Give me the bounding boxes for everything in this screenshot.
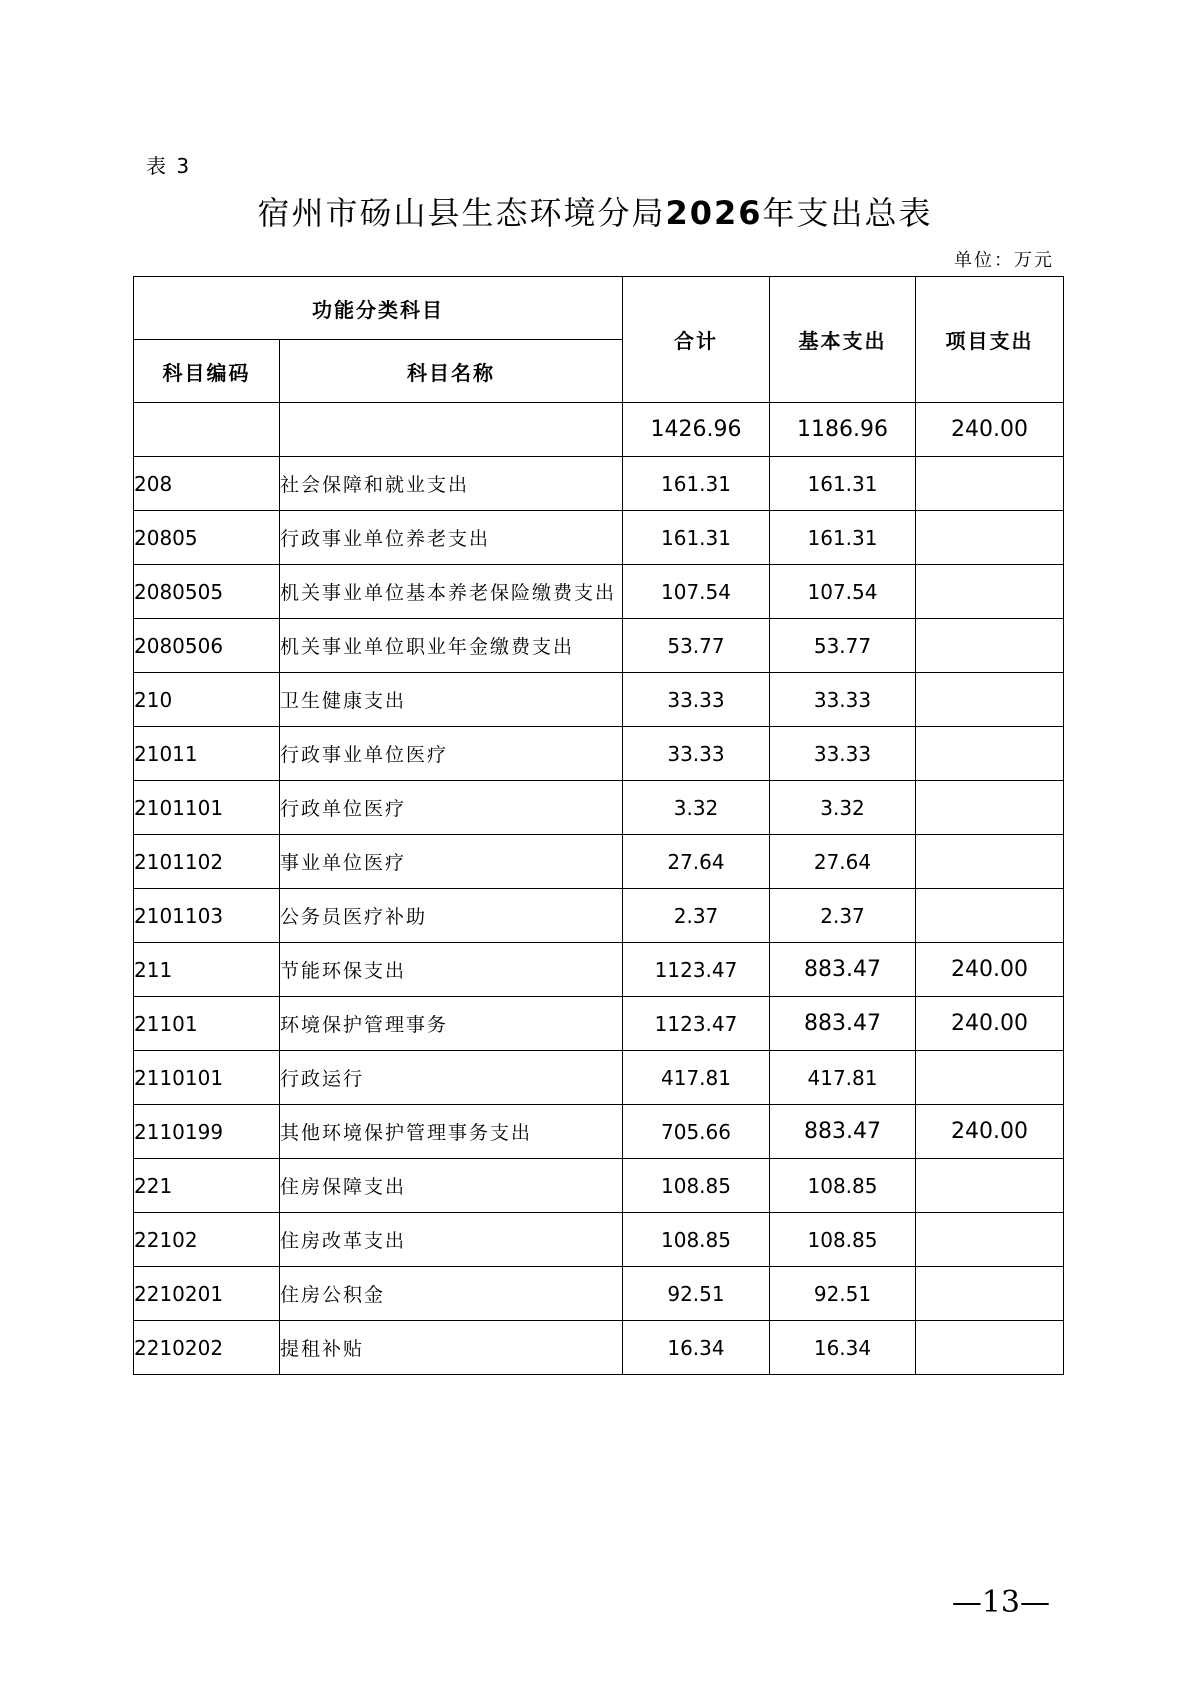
row-code: 21011: [134, 727, 280, 781]
row-basic: 161.31: [770, 457, 916, 511]
row-name: 住房保障支出: [280, 1159, 623, 1213]
total-row-total: 1426.96: [623, 403, 770, 457]
table-row: [134, 1159, 1064, 1213]
expenditure-table: [133, 276, 1064, 1375]
row-basic: 92.51: [770, 1267, 916, 1321]
row-name: 住房改革支出: [280, 1213, 623, 1267]
title-prefix: 宿州市砀山县生态环境分局: [257, 194, 666, 232]
total-row-name: [280, 403, 623, 457]
row-name: 社会保障和就业支出: [280, 457, 623, 511]
title-suffix: 年支出总表: [762, 194, 933, 232]
row-total: 161.31: [623, 511, 770, 565]
row-project: [916, 565, 1064, 619]
table-row: [134, 1105, 1064, 1159]
table-row: [134, 1213, 1064, 1267]
row-code: 22102: [134, 1213, 280, 1267]
row-code: 2110199: [134, 1105, 280, 1159]
row-project: 240.00: [916, 997, 1064, 1051]
table-label: 表 3: [146, 154, 192, 178]
row-code: 2101101: [134, 781, 280, 835]
row-basic: 417.81: [770, 1051, 916, 1105]
row-code: 21101: [134, 997, 280, 1051]
row-project: [916, 1159, 1064, 1213]
row-total: 53.77: [623, 619, 770, 673]
row-project: [916, 781, 1064, 835]
row-name: 环境保护管理事务: [280, 997, 623, 1051]
row-code: 2080506: [134, 619, 280, 673]
table-row: [134, 781, 1064, 835]
title-year: 2026: [665, 194, 763, 232]
row-project: [916, 889, 1064, 943]
row-code: 221: [134, 1159, 280, 1213]
row-code: 2210202: [134, 1321, 280, 1375]
row-total: 92.51: [623, 1267, 770, 1321]
row-project: 240.00: [916, 943, 1064, 997]
table-row: [134, 943, 1064, 997]
row-project: [916, 727, 1064, 781]
header-row-1: [134, 277, 1064, 340]
row-name: 机关事业单位职业年金缴费支出: [280, 619, 623, 673]
row-code: 2101102: [134, 835, 280, 889]
row-basic: 161.31: [770, 511, 916, 565]
row-code: 2110101: [134, 1051, 280, 1105]
row-basic: 33.33: [770, 727, 916, 781]
row-name: 行政事业单位医疗: [280, 727, 623, 781]
total-row-basic: 1186.96: [770, 403, 916, 457]
row-total: 33.33: [623, 673, 770, 727]
row-project: 240.00: [916, 1105, 1064, 1159]
row-basic: 53.77: [770, 619, 916, 673]
row-basic: 2.37: [770, 889, 916, 943]
table-row: [134, 889, 1064, 943]
table-row: [134, 997, 1064, 1051]
row-code: 2210201: [134, 1267, 280, 1321]
total-row: [134, 403, 1064, 457]
row-name: 其他环境保护管理事务支出: [280, 1105, 623, 1159]
row-total: 2.37: [623, 889, 770, 943]
row-name: 卫生健康支出: [280, 673, 623, 727]
row-total: 3.32: [623, 781, 770, 835]
row-total: 108.85: [623, 1159, 770, 1213]
row-code: 2080505: [134, 565, 280, 619]
table-row: [134, 1051, 1064, 1105]
row-name: 行政事业单位养老支出: [280, 511, 623, 565]
row-basic: 107.54: [770, 565, 916, 619]
total-row-project: 240.00: [916, 403, 1064, 457]
row-project: [916, 1213, 1064, 1267]
row-code: 20805: [134, 511, 280, 565]
row-name: 机关事业单位基本养老保险缴费支出: [280, 565, 623, 619]
row-code: 211: [134, 943, 280, 997]
row-code: 208: [134, 457, 280, 511]
header-subject-code: 科目编码: [134, 340, 280, 403]
header-functional-classification: 功能分类科目: [134, 277, 623, 340]
row-total: 705.66: [623, 1105, 770, 1159]
total-row-code: [134, 403, 280, 457]
row-name: 公务员医疗补助: [280, 889, 623, 943]
table-row: [134, 565, 1064, 619]
row-basic: 3.32: [770, 781, 916, 835]
row-total: 16.34: [623, 1321, 770, 1375]
row-project: [916, 673, 1064, 727]
table-row: [134, 1321, 1064, 1375]
row-total: 1123.47: [623, 943, 770, 997]
row-total: 33.33: [623, 727, 770, 781]
table-row: [134, 727, 1064, 781]
table-row: [134, 1267, 1064, 1321]
row-basic: 108.85: [770, 1213, 916, 1267]
table-body: [134, 403, 1064, 1375]
row-total: 107.54: [623, 565, 770, 619]
row-name: 住房公积金: [280, 1267, 623, 1321]
row-total: 161.31: [623, 457, 770, 511]
row-total: 27.64: [623, 835, 770, 889]
table-row: [134, 673, 1064, 727]
row-project: [916, 619, 1064, 673]
row-project: [916, 1321, 1064, 1375]
row-total: 108.85: [623, 1213, 770, 1267]
unit-label: 单位：万元: [954, 250, 1054, 271]
row-basic: 27.64: [770, 835, 916, 889]
header-basic-expenditure: 基本支出: [770, 277, 916, 403]
page-number: —13—: [951, 1585, 1050, 1620]
header-total: 合计: [623, 277, 770, 403]
row-project: [916, 457, 1064, 511]
table-row: [134, 619, 1064, 673]
header-subject-name: 科目名称: [280, 340, 623, 403]
table-row: [134, 457, 1064, 511]
row-name: 节能环保支出: [280, 943, 623, 997]
row-name: 行政单位医疗: [280, 781, 623, 835]
row-project: [916, 511, 1064, 565]
row-code: 2101103: [134, 889, 280, 943]
row-basic: 33.33: [770, 673, 916, 727]
row-basic: 16.34: [770, 1321, 916, 1375]
row-project: [916, 1051, 1064, 1105]
row-basic: 883.47: [770, 943, 916, 997]
row-code: 210: [134, 673, 280, 727]
row-project: [916, 1267, 1064, 1321]
row-project: [916, 835, 1064, 889]
header-project-expenditure: 项目支出: [916, 277, 1064, 403]
table-row: [134, 511, 1064, 565]
row-basic: 883.47: [770, 997, 916, 1051]
row-total: 417.81: [623, 1051, 770, 1105]
row-name: 事业单位医疗: [280, 835, 623, 889]
page-title: [0, 188, 1190, 234]
row-name: 提租补贴: [280, 1321, 623, 1375]
row-name: 行政运行: [280, 1051, 623, 1105]
row-basic: 108.85: [770, 1159, 916, 1213]
row-basic: 883.47: [770, 1105, 916, 1159]
table-row: [134, 835, 1064, 889]
row-total: 1123.47: [623, 997, 770, 1051]
